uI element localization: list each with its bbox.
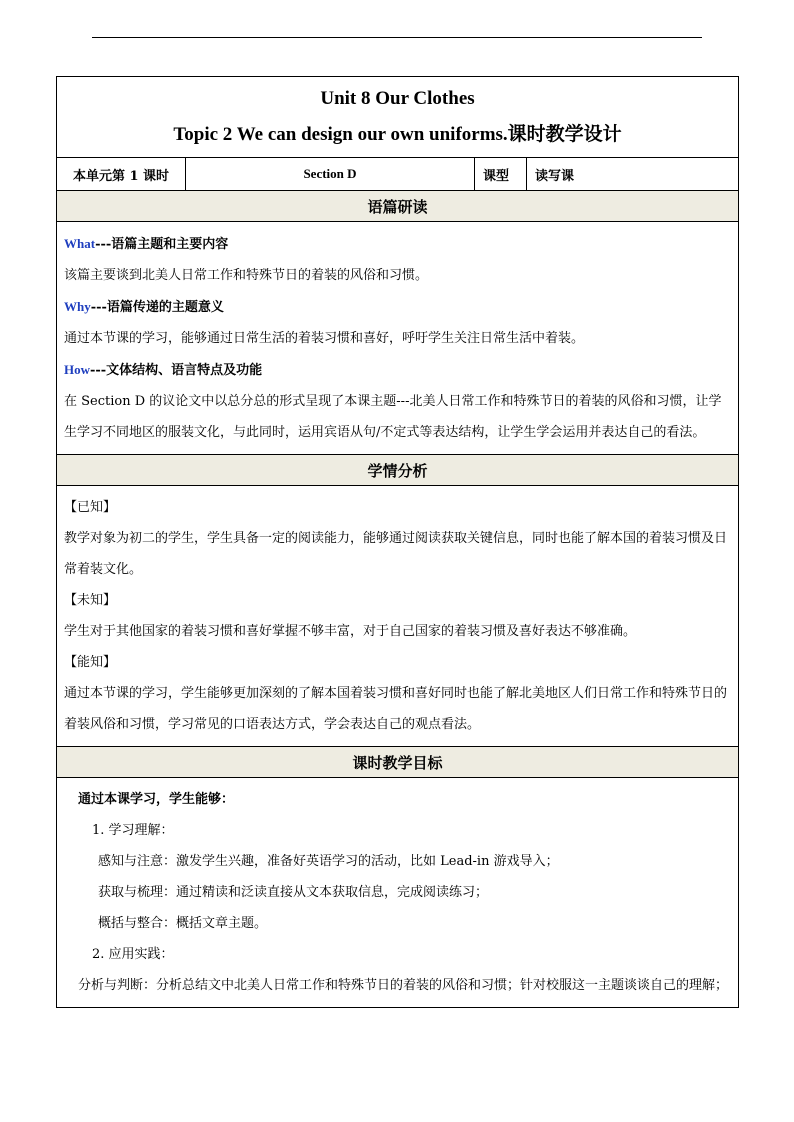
known-label: 【已知】	[64, 500, 117, 515]
objective-item-1b: 获取与梳理：通过精读和泛读直接从文本获取信息，完成阅读练习；	[98, 885, 489, 900]
what-heading	[64, 228, 731, 260]
how-key: How	[64, 362, 90, 377]
what-key: What	[64, 236, 96, 251]
objectives-header-row	[57, 747, 739, 778]
objective-item-1: 1. 学习理解：	[92, 823, 174, 838]
unknown-label: 【未知】	[64, 593, 117, 608]
text-study-body	[57, 222, 739, 455]
what-label: ---语篇主题和主要内容	[95, 237, 229, 252]
topic-title: Topic 2 We can design our own uniforms.课时教学设计	[173, 124, 622, 145]
objectives-header: 课时教学目标	[57, 747, 739, 778]
learner-analysis-body	[57, 486, 739, 747]
why-key: Why	[64, 299, 91, 314]
how-heading	[64, 354, 731, 386]
why-heading	[64, 291, 731, 323]
text-study-header-row	[57, 191, 739, 222]
objectives-body	[57, 778, 739, 1008]
unknown-text: 学生对于其他国家的着装习惯和喜好掌握不够丰富，对于自己国家的着装习惯及喜好表达不够准确。	[64, 624, 637, 639]
objective-item-2a: 分析与判断：分析总结文中北美人日常工作和特殊节日的着装的风俗和习惯；针对校服这一主题谈谈自己的理解；	[78, 978, 729, 993]
objective-item-2: 2. 应用实践：	[92, 947, 174, 962]
learner-analysis-header: 学情分析	[57, 455, 739, 486]
able-text: 通过本节课的学习，学生能够更加深刻的了解本国着装习惯和喜好同时也能了解北美地区人们日常工作和特殊节日的着装风俗和习惯，学习常见的口语表达方式，学会表达自己的观点看法。	[64, 686, 728, 732]
objective-item-1a: 感知与注意：激发学生兴趣，准备好英语学习的活动，比如 Lead-in 游戏导入；	[98, 854, 559, 869]
learner-analysis-row	[57, 486, 739, 747]
objective-item-1c: 概括与整合：概括文章主题。	[98, 916, 268, 931]
unit-title: Unit 8 Our Clothes	[320, 88, 475, 109]
lesson-number: 本单元第 1 课时	[57, 158, 186, 191]
what-text: 该篇主要谈到北美人日常工作和特殊节日的着装的风俗和习惯。	[64, 268, 429, 283]
known-text: 教学对象为初二的学生，学生具备一定的阅读能力，能够通过阅读获取关键信息，同时也能了解本国的着装习惯及日常着装文化。	[64, 531, 728, 577]
how-label: ---文体结构、语言特点及功能	[90, 363, 263, 378]
learner-analysis-header-row	[57, 455, 739, 486]
objectives-row	[57, 778, 739, 1008]
lesson-type-label: 课型	[475, 158, 527, 191]
objectives-intro: 通过本课学习，学生能够：	[78, 792, 235, 807]
title-cell	[57, 77, 739, 158]
info-row	[57, 158, 739, 191]
how-text: 在 Section D 的议论文中以总分总的形式呈现了本课主题---北美人日常工作和特殊节日的着装的风俗和习惯，让学生学习不同地区的服装文化，与此同时，运用宾语从句/不定式等表达结构，让学生学会运用并表达自己的看法。	[64, 394, 722, 440]
title-row	[57, 77, 739, 158]
why-text: 通过本节课的学习，能够通过日常生活的着装习惯和喜好，呼吁学生关注日常生活中着装。	[64, 331, 585, 346]
why-label: ---语篇传递的主题意义	[90, 300, 224, 315]
lesson-type-value: 读写课	[527, 158, 739, 191]
text-study-header: 语篇研读	[57, 191, 739, 222]
able-label: 【能知】	[64, 655, 117, 670]
section-name: Section D	[186, 158, 475, 191]
page-header-rule	[92, 37, 702, 38]
lesson-plan-table	[56, 76, 739, 1008]
text-study-row	[57, 222, 739, 455]
